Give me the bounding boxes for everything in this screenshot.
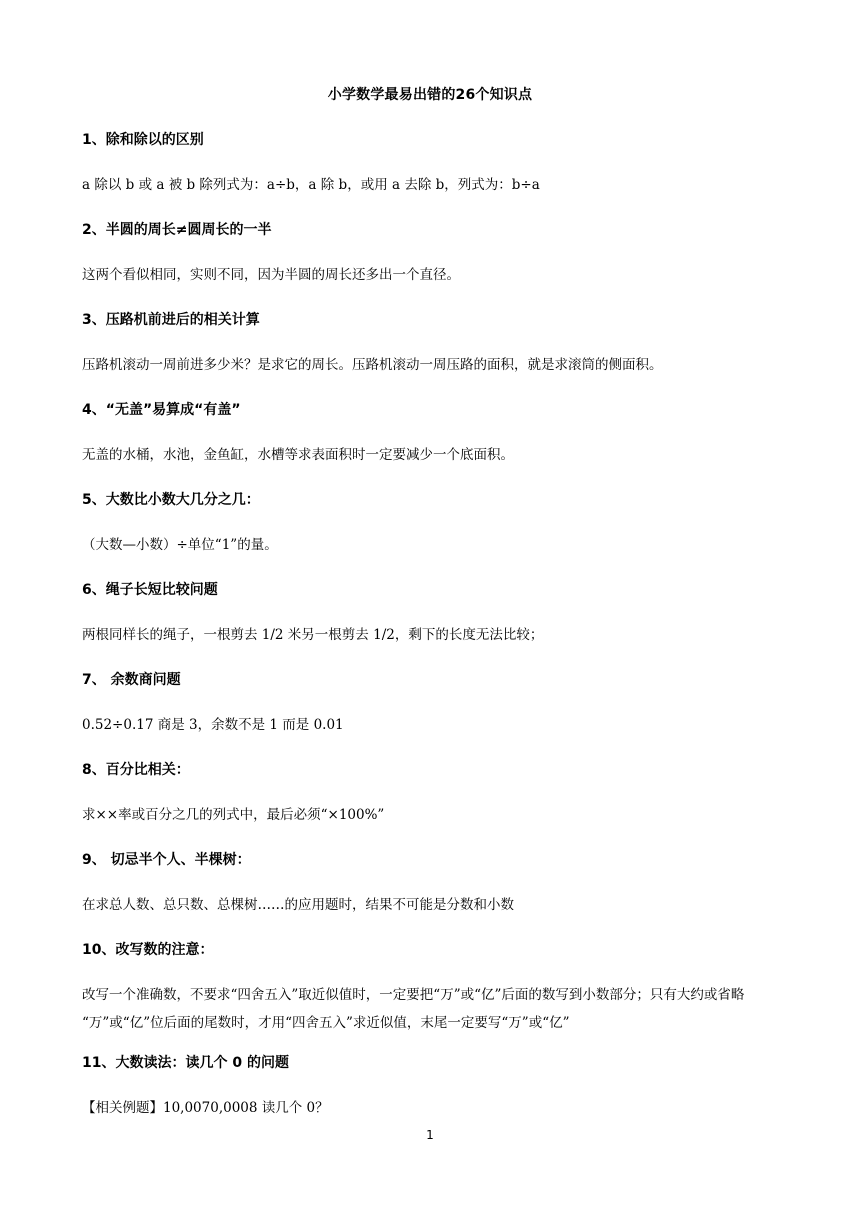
section-body: a 除以 b 或 a 被 b 除列式为：a÷b，a 除 b，或用 a 去除 b，列式为：b÷a [82, 177, 540, 193]
section-body: 压路机滚动一周前进多少米？是求它的周长。压路机滚动一周压路的面积，就是求滚筒的侧面积。 [82, 357, 663, 373]
section-8 [82, 760, 782, 825]
section-2 [82, 220, 782, 285]
section-heading: 11、大数读法：读几个 0 的问题 [82, 1055, 289, 1071]
section-body: 改写一个准确数，不要求“四舍五入”取近似值时，一定要把“万”或“亿”后面的数写到小数部分；只有大约或省略 “万”或“亿”位后面的尾数时，才用“四舍五入”求近似值，末尾一定要写“万”或“亿” [82, 987, 745, 1031]
section-7 [82, 670, 782, 735]
section-9 [82, 850, 782, 915]
page-number: 1 [426, 1128, 434, 1142]
section-heading: 9、 切忌半个人、半棵树： [82, 852, 251, 868]
section-heading: 8、百分比相关： [82, 762, 190, 778]
section-heading: 1、除和除以的区别 [82, 132, 204, 148]
section-heading: 3、压路机前进后的相关计算 [82, 312, 260, 328]
section-body: 两根同样长的绳子，一根剪去 1/2 米另一根剪去 1/2，剩下的长度无法比较； [82, 627, 544, 643]
section-heading: 10、改写数的注意： [82, 942, 214, 958]
section-body: 【相关例题】10,0070,0008 读几个 0？ [82, 1100, 329, 1116]
section-body: 0.52÷0.17 商是 3，余数不是 1 而是 0.01 [82, 717, 344, 733]
section-heading: 7、 余数商问题 [82, 672, 181, 688]
section-11 [82, 1053, 782, 1118]
section-body: 无盖的水桶，水池，金鱼缸，水槽等求表面积时一定要减少一个底面积。 [82, 447, 514, 463]
section-4 [82, 400, 782, 465]
section-3 [82, 310, 782, 375]
section-5 [82, 490, 782, 555]
section-heading: 6、绳子长短比较问题 [82, 582, 218, 598]
section-heading: 5、大数比小数大几分之几： [82, 492, 260, 508]
section-1 [82, 130, 782, 195]
section-heading: 2、半圆的周长≠圆周长的一半 [82, 222, 272, 238]
section-body: 在求总人数、总只数、总棵树……的应用题时，结果不可能是分数和小数 [82, 897, 514, 913]
page-title: 小学数学最易出错的26个知识点 [327, 87, 533, 103]
section-10 [82, 940, 782, 1037]
section-body: （大数—小数）÷单位“1”的量。 [82, 537, 278, 553]
section-body: 这两个看似相同，实则不同，因为半圆的周长还多出一个直径。 [82, 267, 460, 283]
section-heading: 4、“无盖”易算成“有盖” [82, 402, 241, 418]
section-body: 求××率或百分之几的列式中，最后必须“×100%” [82, 807, 385, 823]
section-6 [82, 580, 782, 645]
